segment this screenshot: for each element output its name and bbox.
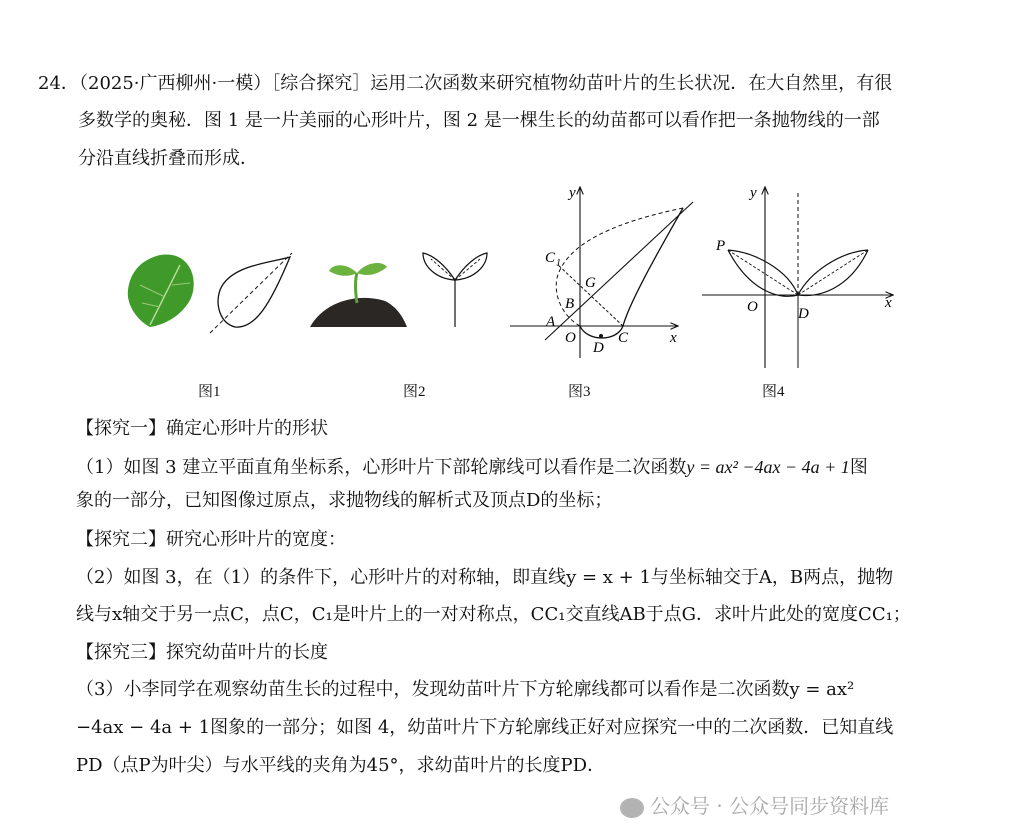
part2-line-2: 线与x轴交于另一点C，点C，C₁是叶片上的一对对称点，CC₁交直线AB于点G．求叶片此处的宽度CC₁； [76,604,911,625]
fig3-label-y: y [569,185,576,201]
question-number: 24． [38,73,79,94]
leaf-fold-line [210,253,292,333]
part3-line-1: （3）小李同学在观察幼苗生长的过程中，发现幼苗叶片下方轮廓线都可以看作是二次函数y = ax² [76,679,855,700]
fig3-label-c1-sub: 1 [556,258,561,269]
figure-4 [700,180,910,370]
question-line-3: 分沿直线折叠而形成． [78,148,258,169]
seedling-leaf-right [357,263,387,275]
vertex-d-dot [599,334,603,338]
fig3-label-c: C [618,330,629,346]
part2-line-1: （2）如图 3，在（1）的条件下，心形叶片的对称轴，即直线y = x + 1与坐标轴交于A，B两点，抛物 [76,567,894,588]
question-line-2: 多数学的奥秘．图 1 是一片美丽的心形叶片，图 2 是一棵生长的幼苗都可以看作把一条抛物线的一部 [78,110,880,131]
figure-2 [305,245,495,335]
parabola-lower [580,208,683,338]
fig4-label-x: x [885,295,892,311]
fig3-label-a: A [546,314,556,330]
fig2-caption: 图2 [403,384,426,400]
part3-heading: 【探究三】探究幼苗叶片的长度 [76,642,328,663]
fig3-label-d: D [593,340,604,356]
part3-line-2: −4ax − 4a + 1图象的一部分；如图 4，幼苗叶片下方轮廓线正好对应探究一中的二次函数．已知直线 [76,717,894,738]
fig1-caption: 图1 [198,384,221,400]
seedling-stem [356,273,358,303]
fig4-label-y: y [750,185,757,201]
fig4-caption: 图4 [762,384,785,400]
symmetry-line-ab [545,202,693,340]
figure-1 [120,245,310,335]
fig3-label-g: G [585,275,596,291]
part3-line-3: PD（点P为叶尖）与水平线的夹角为45°，求幼苗叶片的长度PD． [76,755,606,776]
segment-pd [728,250,798,295]
leaf-outline [218,257,290,327]
fig3-label-o: O [565,330,576,346]
fig3-label-c1: C [545,250,556,266]
fig3-label-x: x [670,330,677,346]
part1-line-1-end: 图 [849,457,868,478]
seedling-leaf-left [329,265,357,276]
part1-line-2: 象的一部分，已知图像过原点，求抛物线的解析式及顶点D的坐标； [76,490,613,511]
part1-line-1-text: （1）如图 3 建立平面直角坐标系，心形叶片下部轮廓线可以看作是二次函数 [76,457,687,478]
figure-3 [505,180,700,360]
fig4-label-o: O [747,299,758,315]
wechat-icon [620,798,644,818]
watermark [620,790,889,819]
soil-mound [310,298,407,327]
part2-heading: 【探究二】研究心形叶片的宽度： [76,529,346,550]
part1-line-1 [76,455,868,480]
leaf-photo [128,254,194,327]
leaf-photo-and-outline [120,245,310,335]
fig3-caption: 图3 [568,384,591,400]
fig4-label-p: P [716,238,726,254]
question-line-1: （2025·广西柳州·一模）［综合探究］运用二次函数来研究植物幼苗叶片的生长状况．在大自然里，有很 [70,73,893,94]
fig4-label-d: D [798,306,809,322]
part1-function: y = ax² −4ax − 4a + 1 [686,457,850,477]
parabola-reflected [556,208,683,326]
segment-cc1 [557,264,623,326]
figure-3-diagram [505,180,700,360]
outline-fold-lines [431,259,480,280]
watermark-text: 公众号 · 公众号同步资料库 [650,794,890,818]
seedling-photo-and-outline [305,245,495,335]
part1-heading: 【探究一】确定心形叶片的形状 [76,418,328,439]
figure-4-diagram [700,180,910,370]
fig3-label-b: B [565,296,575,312]
